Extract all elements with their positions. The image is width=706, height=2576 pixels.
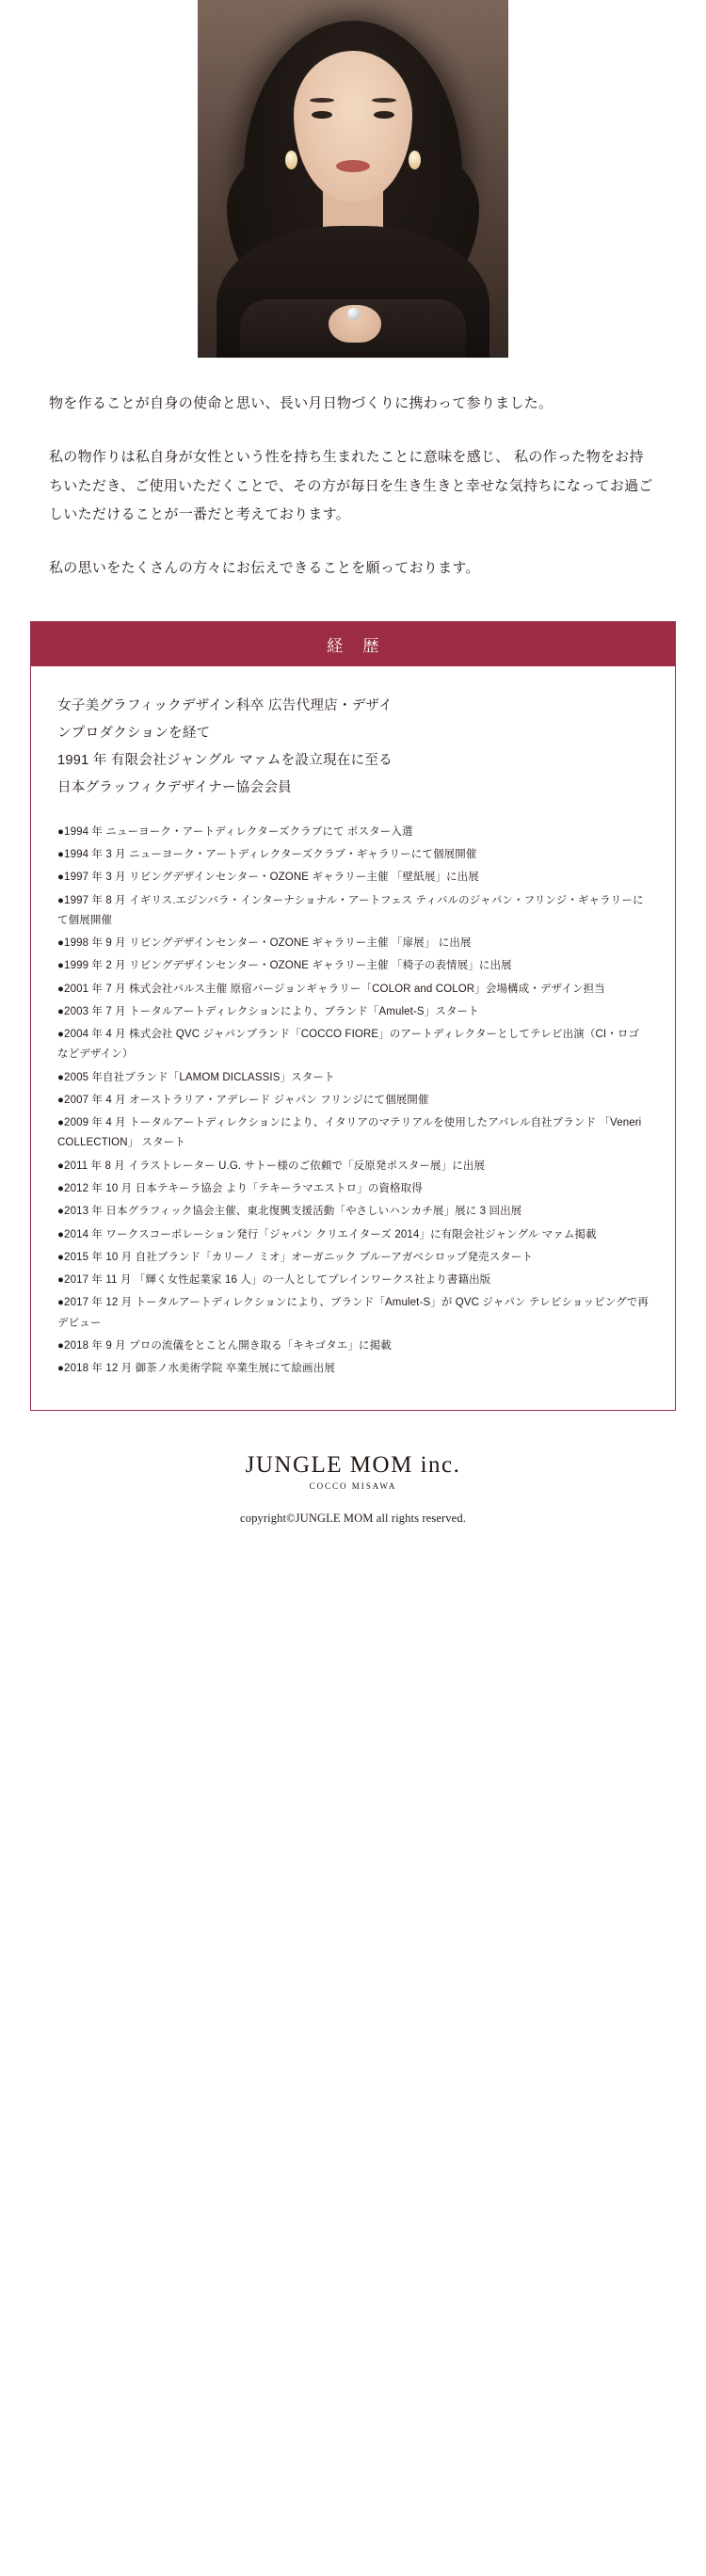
career-lead bbox=[57, 693, 649, 802]
list-item: ●1994 年 3 月 ニューヨーク・アートディレクターズクラブ・ギャラリーにて個展開催 bbox=[57, 849, 477, 861]
list-item: ●2018 年 9 月 プロの流儀をとことん開き取る「キキゴタエ」に掲載 bbox=[57, 1339, 392, 1352]
portrait-earring-right bbox=[409, 151, 421, 169]
portrait-photo bbox=[198, 0, 508, 358]
list-item: ●2018 年 12 月 御茶ノ水美術学院 卒業生展にて絵画出展 bbox=[57, 1363, 335, 1375]
list-item: ●1994 年 ニューヨーク・アートディレクターズクラブにて ポスター入選 bbox=[57, 825, 413, 838]
portrait-eye-right bbox=[374, 111, 394, 119]
list-item: ●2005 年自社ブランド「LAMOM DICLASSIS」スタート bbox=[57, 1071, 335, 1083]
portrait-section bbox=[0, 0, 706, 358]
career-body bbox=[31, 666, 675, 1411]
list-item: ●2011 年 8 月 イラストレーター U.G. サトー様のご依頼で「反原発ポスター展」に出展 bbox=[57, 1160, 486, 1172]
career-lead-line-4: 日本グラッフィクデザイナー協会会員 bbox=[57, 779, 292, 795]
list-item: ●2007 年 4 月 オーストラリア・アデレード ジャパン フリンジにて個展開催 bbox=[57, 1094, 429, 1106]
list-item: ●2009 年 4 月 トータルアートディレクションにより、イタリアのマテリアルを使用したアパレル自社ブランド 「Veneri COLLECTION」 スタート bbox=[57, 1117, 642, 1149]
list-item: ●2017 年 12 月 トータルアートディレクションにより、ブランド「Amulet-S」が QVC ジャパン テレビショッピングで再デビュー bbox=[57, 1297, 649, 1329]
list-item: ●2003 年 7 月 トータルアートディレクションにより、ブランド「Amulet-S」スタート bbox=[57, 1005, 479, 1017]
brand-logo: JUNGLE MOM inc. bbox=[245, 1452, 461, 1479]
list-item: ●2004 年 4 月 株式会社 QVC ジャパンブランド「COCCO FIORE」のアートディレクターとしてテレビ出演（CI・ロゴなどデザイン） bbox=[57, 1029, 640, 1061]
intro-text bbox=[0, 358, 706, 584]
portrait-earring-left bbox=[285, 151, 297, 169]
career-lead-line-2: ンプロダクションを経て bbox=[57, 725, 211, 741]
portrait-ring bbox=[347, 308, 360, 320]
list-item: ●1999 年 2 月 リビングデザインセンター・OZONE ギャラリー主催 「椅子の表情展」に出展 bbox=[57, 960, 512, 972]
portrait-eye-left bbox=[312, 111, 332, 119]
brand-subtitle: COCCO MISAWA bbox=[309, 1481, 397, 1492]
list-item: ●1997 年 8 月 イギリス.エジンバラ・インターナショナル・アートフェス ティバルのジャパン・フリンジ・ギャラリーにて個展開催 bbox=[57, 894, 644, 926]
list-item: ●1998 年 9 月 リビングデザインセンター・OZONE ギャラリー主催 「扉展」 に出展 bbox=[57, 937, 472, 950]
list-item: ●2017 年 11 月 「輝く女性起業家 16 人」の一人としてプレインワークス社より書籍出版 bbox=[57, 1274, 491, 1287]
career-list bbox=[57, 823, 649, 1380]
portrait-eyebrow-right bbox=[372, 98, 396, 103]
portrait-lips bbox=[336, 160, 370, 172]
list-item: ●1997 年 3 月 リビングデザインセンター・OZONE ギャラリー主催 「壁紙展」に出展 bbox=[57, 872, 479, 884]
career-heading: 経 歴 bbox=[31, 622, 675, 666]
career-lead-line-1: 女子美グラフィックデザイン科卒 広告代理店・デザイ bbox=[57, 697, 393, 713]
portrait-eyebrow-left bbox=[310, 98, 334, 103]
list-item: ●2013 年 日本グラフィック協会主催、東北復興支援活動「やさしいハンカチ展」展に 3 回出展 bbox=[57, 1206, 522, 1218]
intro-paragraph-1: 物を作ることが自身の使命と思い、長い月日物づくりに携わって参りました。 bbox=[49, 395, 554, 411]
career-lead-line-3: 1991 年 有限会社ジャングル マァムを設立現在に至る bbox=[57, 752, 393, 768]
intro-paragraph-3: 私の思いをたくさんの方々にお伝えできることを願っております。 bbox=[49, 560, 480, 576]
list-item: ●2015 年 10 月 自社ブランド「カリーノ ミオ」オーガニック ブルーアガベシロップ発売スタート bbox=[57, 1251, 534, 1263]
list-item: ●2001 年 7 月 株式会社バルス主催 原宿バージョンギャラリー「COLOR and COLOR」会場構成・デザイン担当 bbox=[57, 983, 605, 995]
list-item: ●2012 年 10 月 日本テキーラ協会 より「テキーラマエストロ」の資格取得 bbox=[57, 1183, 423, 1194]
intro-paragraph-2: 私の物作りは私自身が女性という性を持ち生まれたことに意味を感じ、 私の作った物をお持ちいただき、ご使用いただくことで、その方が毎日を生き生きと幸せな気持ちになってお過ごしいただけることが一番だと考えております。 bbox=[49, 448, 653, 523]
footer bbox=[0, 1452, 706, 1550]
copyright-text: copyright©JUNGLE MOM all rights reserved. bbox=[240, 1512, 466, 1526]
career-box bbox=[30, 621, 676, 1412]
list-item: ●2014 年 ワークスコーポレーション発行「ジャパン クリエイターズ 2014」に有限会社ジャングル マァム掲載 bbox=[57, 1228, 597, 1240]
